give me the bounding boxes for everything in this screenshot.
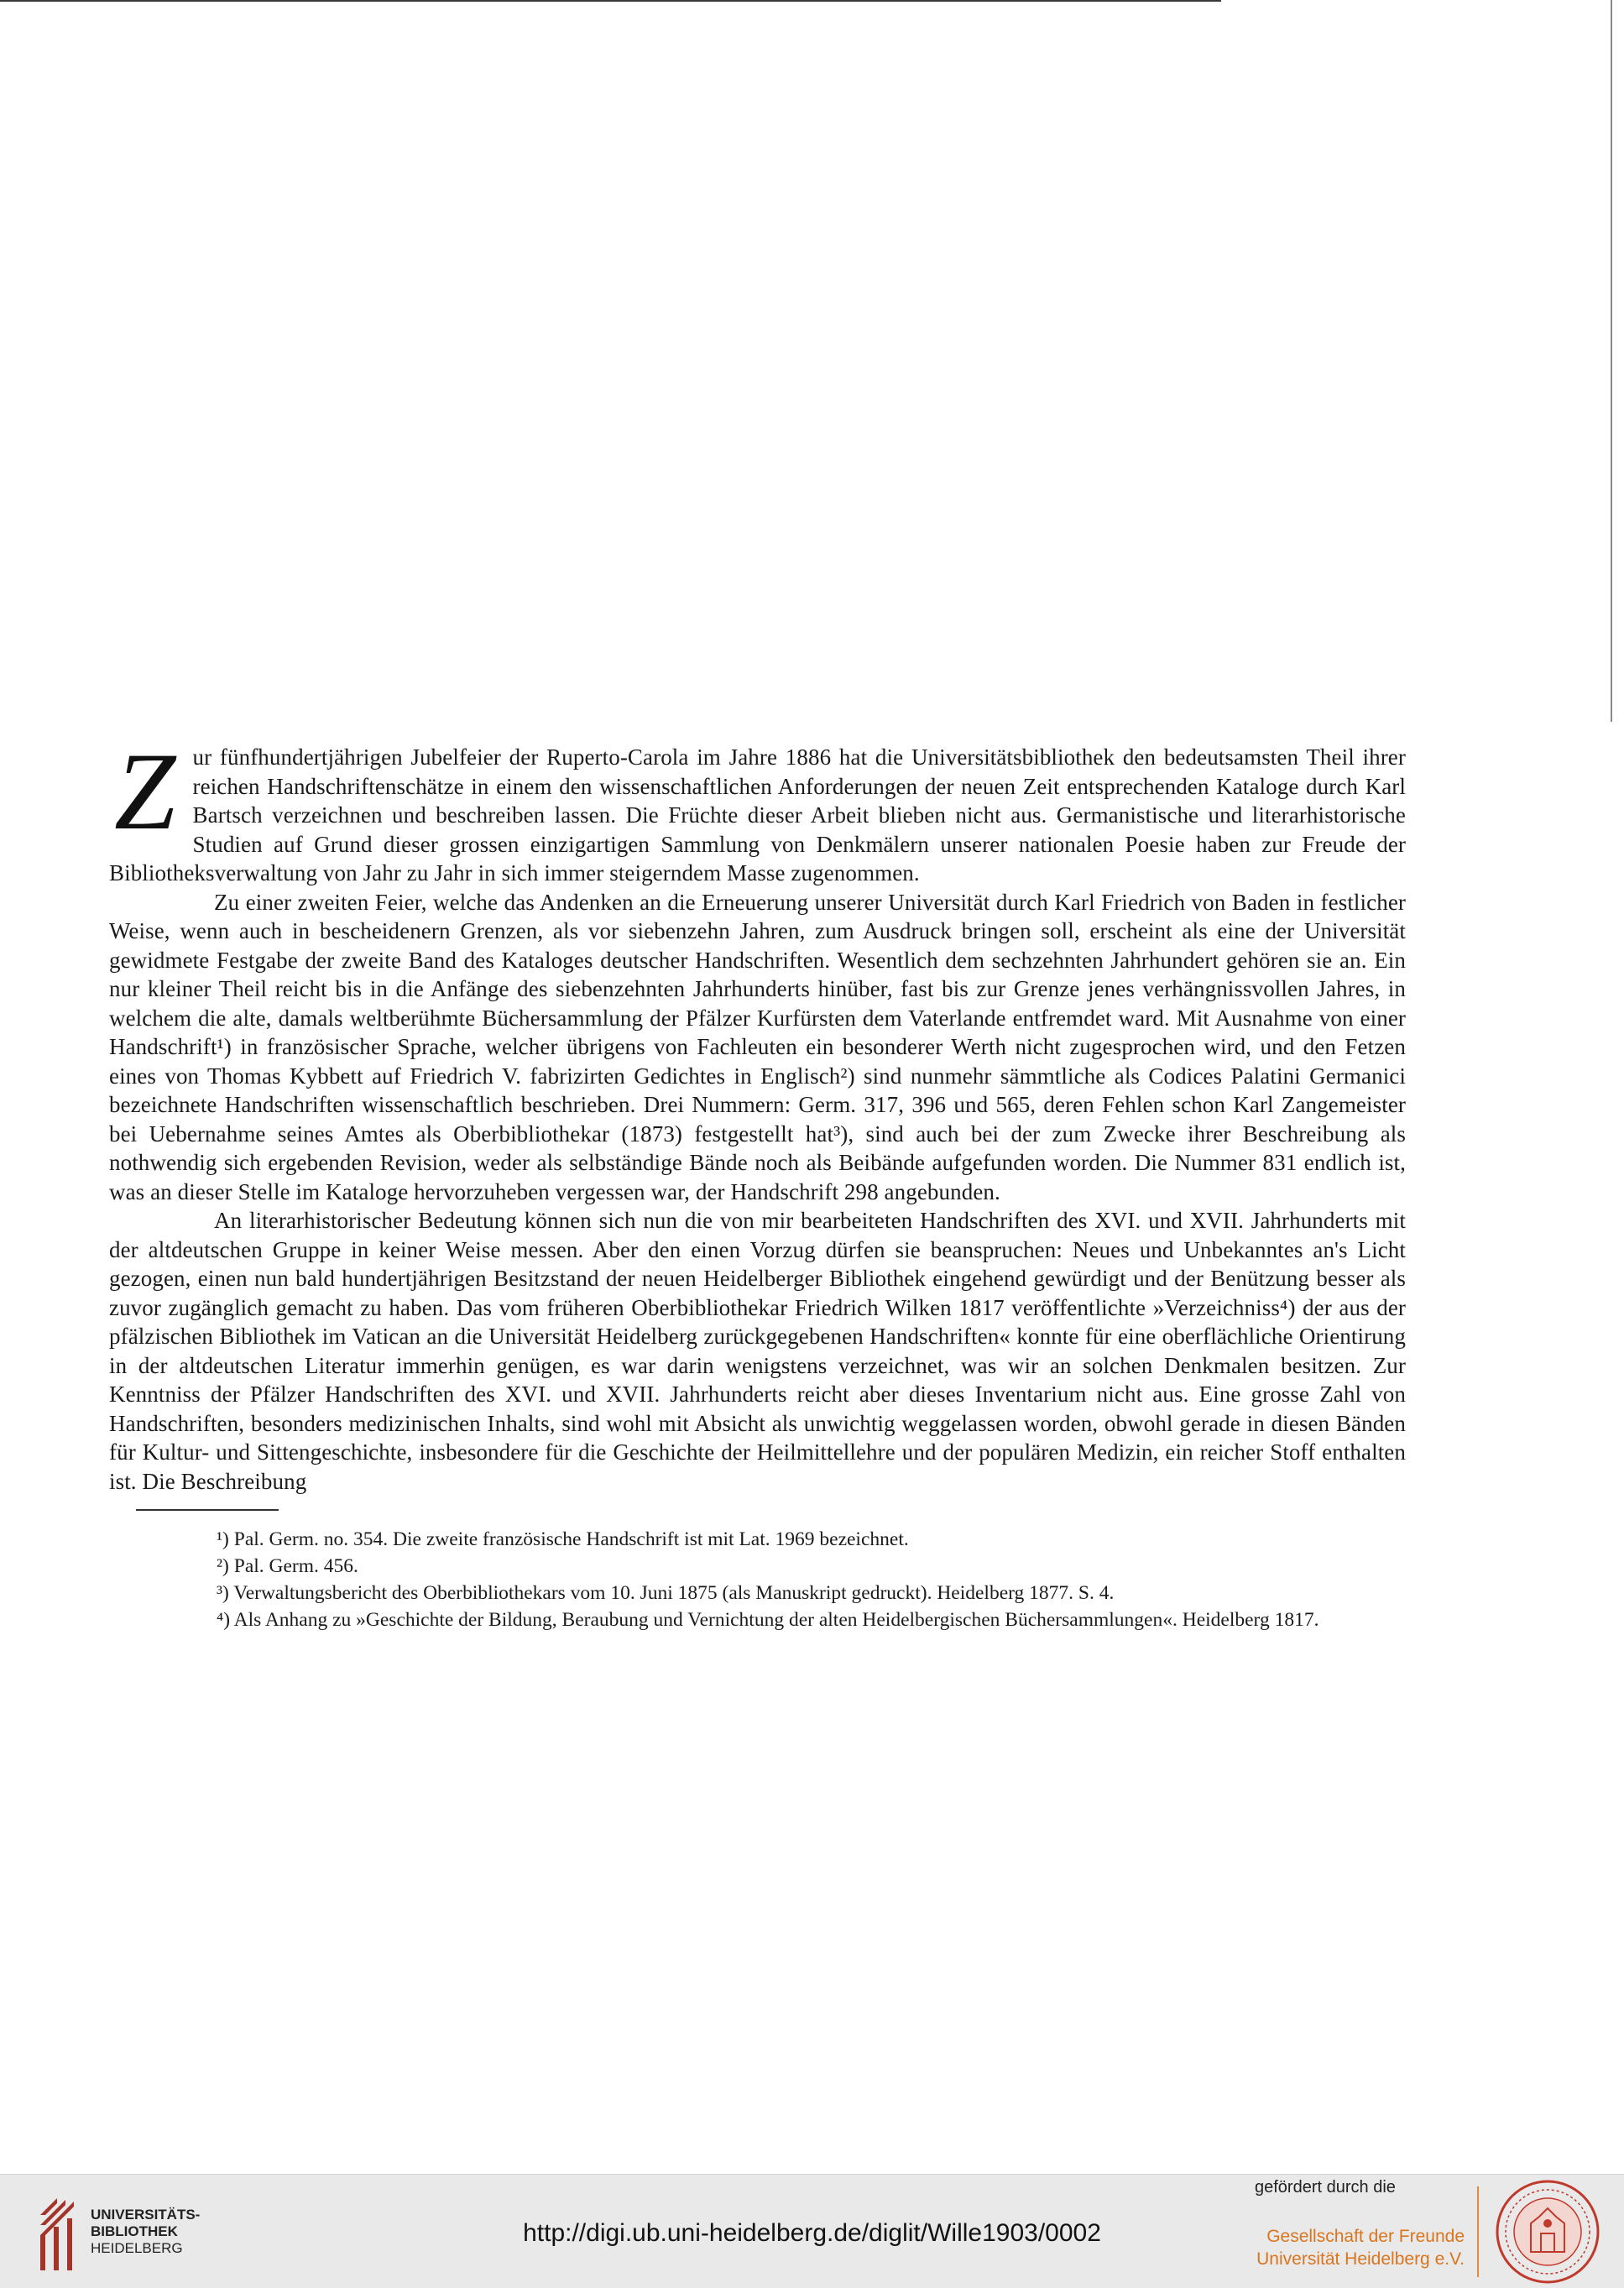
permalink-url[interactable]: http://digi.ub.uni-heidelberg.de/diglit/Wille1903/0002	[523, 2219, 1101, 2247]
library-name-line-3: HEIDELBERG	[91, 2240, 183, 2256]
sponsor-name-line-2: Universität Heidelberg e.V.	[1256, 2249, 1465, 2269]
sponsor-name-line-1: Gesellschaft der Freunde	[1266, 2227, 1465, 2246]
footnote-3: ³) Verwaltungsbericht des Oberbibliothekars vom 10. Juni 1875 (als Manuskript gedruckt). Heidelberg 1877. S. 4.	[217, 1582, 1115, 1604]
footnotes	[109, 1526, 1406, 1633]
footnote-4: ⁴) Als Anhang zu »Geschichte der Bildung, Beraubung und Vernichtung der alten Heidelbergischen Büchersammlungen«. Heidelberg 1817.	[217, 1609, 1319, 1631]
footnote-2: ²) Pal. Germ. 456.	[217, 1555, 358, 1577]
drop-cap: Z	[114, 729, 176, 853]
footnote-separator	[136, 1509, 279, 1511]
document-body	[109, 729, 1406, 1633]
right-edge-line	[1611, 0, 1612, 722]
sponsor-name	[1209, 2225, 1465, 2270]
paragraph-2: Zu einer zweiten Feier, welche das Andenken an die Erneuerung unserer Universität durch Karl Friedrich von Baden in festlicher Weise, wenn auch in bescheidenern Grenzen, als vor siebenzehn Jahren, zum Ausdruck bringen soll, erscheint als eine der Universität gewidmete Festgabe der zweite Band des Kataloges deutscher Handschriften. Wesentlich dem sechzehnten Jahrhundert gehören sie an. Ein nur kleiner Theil reicht bis in die Anfänge des siebenzehnten Jahrhunderts hinüber, fast bis zur Grenze jenes verhängnissvollen Jahres, in welchem die alte, damals weltberühmte Büchersammlung der Pfälzer Kurfürsten dem Vaterlande entfremdet ward. Mit Ausnahme von einer Handschrift¹) in französischer Sprache, welcher übrigens von Fachleuten ein besonderer Werth nicht zugesprochen wird, und den Fetzen eines von Thomas Kybbett auf Friedrich V. fabrizirten Gedichtes in Englisch²) sind nunmehr sämmtliche als Codices Palatini Germanici bezeichnete Handschriften wissenschaftlich beschrieben. Drei Nummern: Germ. 317, 396 und 565, deren Fehlen schon Karl Zangemeister bei Uebernahme seines Amtes als Oberbibliothekar (1873) festgestellt hat³), sind auch bei der zum Zwecke ihrer Beschreibung als nothwendig sich ergebenden Revision, weder als selbständige Bände noch als Beibände aufgefunden worden. Die Nummer 831 endlich ist, was an dieser Stelle im Kataloge hervorzuheben vergessen war, der Handschrift 298 angebunden.	[109, 889, 1406, 1204]
footnote-1: ¹) Pal. Germ. no. 354. Die zweite französische Handschrift ist mit Lat. 1969 bezeichnet.	[217, 1528, 909, 1550]
library-name-line-1: UNIVERSITÄTS-	[91, 2207, 201, 2223]
top-border-line	[0, 0, 1221, 2]
university-seal-icon	[1494, 2178, 1601, 2285]
paragraph-1	[109, 729, 1406, 888]
sponsor-divider	[1477, 2186, 1479, 2277]
sponsor-caption: gefördert durch die	[1255, 2178, 1396, 2197]
footer-bar	[0, 2174, 1624, 2288]
library-name-line-2: BIBLIOTHEK	[91, 2223, 178, 2239]
paragraph-3: An literarhistorischer Bedeutung können sich nun die von mir bearbeiteten Handschriften des XVI. und XVII. Jahrhunderts mit der altdeutschen Gruppe in keiner Weise messen. Aber den einen Vorzug dürfen sie beanspruchen: Neues und Unbekanntes an's Licht gezogen, einen nun bald hundertjährigen Besitzstand der neuen Heidelberger Bibliothek eingehend gewürdigt und der Benützung besser als zuvor zugänglich gemacht zu haben. Das vom früheren Oberbibliothekar Friedrich Wilken 1817 veröffentlichte »Verzeichniss⁴) der aus der pfälzischen Bibliothek im Vatican an die Universität Heidelberg zurückgegebenen Handschriften« konnte für eine oberflächliche Orientirung in der altdeutschen Literatur immerhin genügen, es war darin wenigstens verzeichnet, was wir an solchen Denkmalen besitzen. Zur Kenntniss der Pfälzer Handschriften des XVI. und XVII. Jahrhunderts reicht aber dieses Inventarium nicht aus. Eine grosse Zahl von Handschriften, besonders medizinischen Inhalts, sind wohl mit Absicht als unwichtig weggelassen worden, obwohl gerade in diesen Bänden für Kultur- und Sittengeschichte, insbesondere für die Geschichte der Heilmittellehre und der populären Medizin, ein reicher Stoff enthalten ist. Die Beschreibung	[109, 1208, 1406, 1494]
paragraph-1-text: ur fünfhundertjährigen Jubelfeier der Ruperto-Carola im Jahre 1886 hat die Universitätsbibliothek den bedeutsamsten Theil ihrer reichen Handschriftenschätze in einem den wissenschaftlichen Anforderungen der neuen Zeit entsprechenden Kataloge durch Karl Bartsch verzeichnen und beschreiben lassen. Die Früchte dieser Arbeit blieben nicht aus. Germanistische und literarhistorische Studien auf Grund dieser grossen einzigartigen Sammlung von Denkmälern unserer nationalen Poesie haben zur Freude der Bibliotheksverwaltung von Jahr zu Jahr in sich immer steigerndem Masse zugenommen.	[109, 744, 1406, 885]
